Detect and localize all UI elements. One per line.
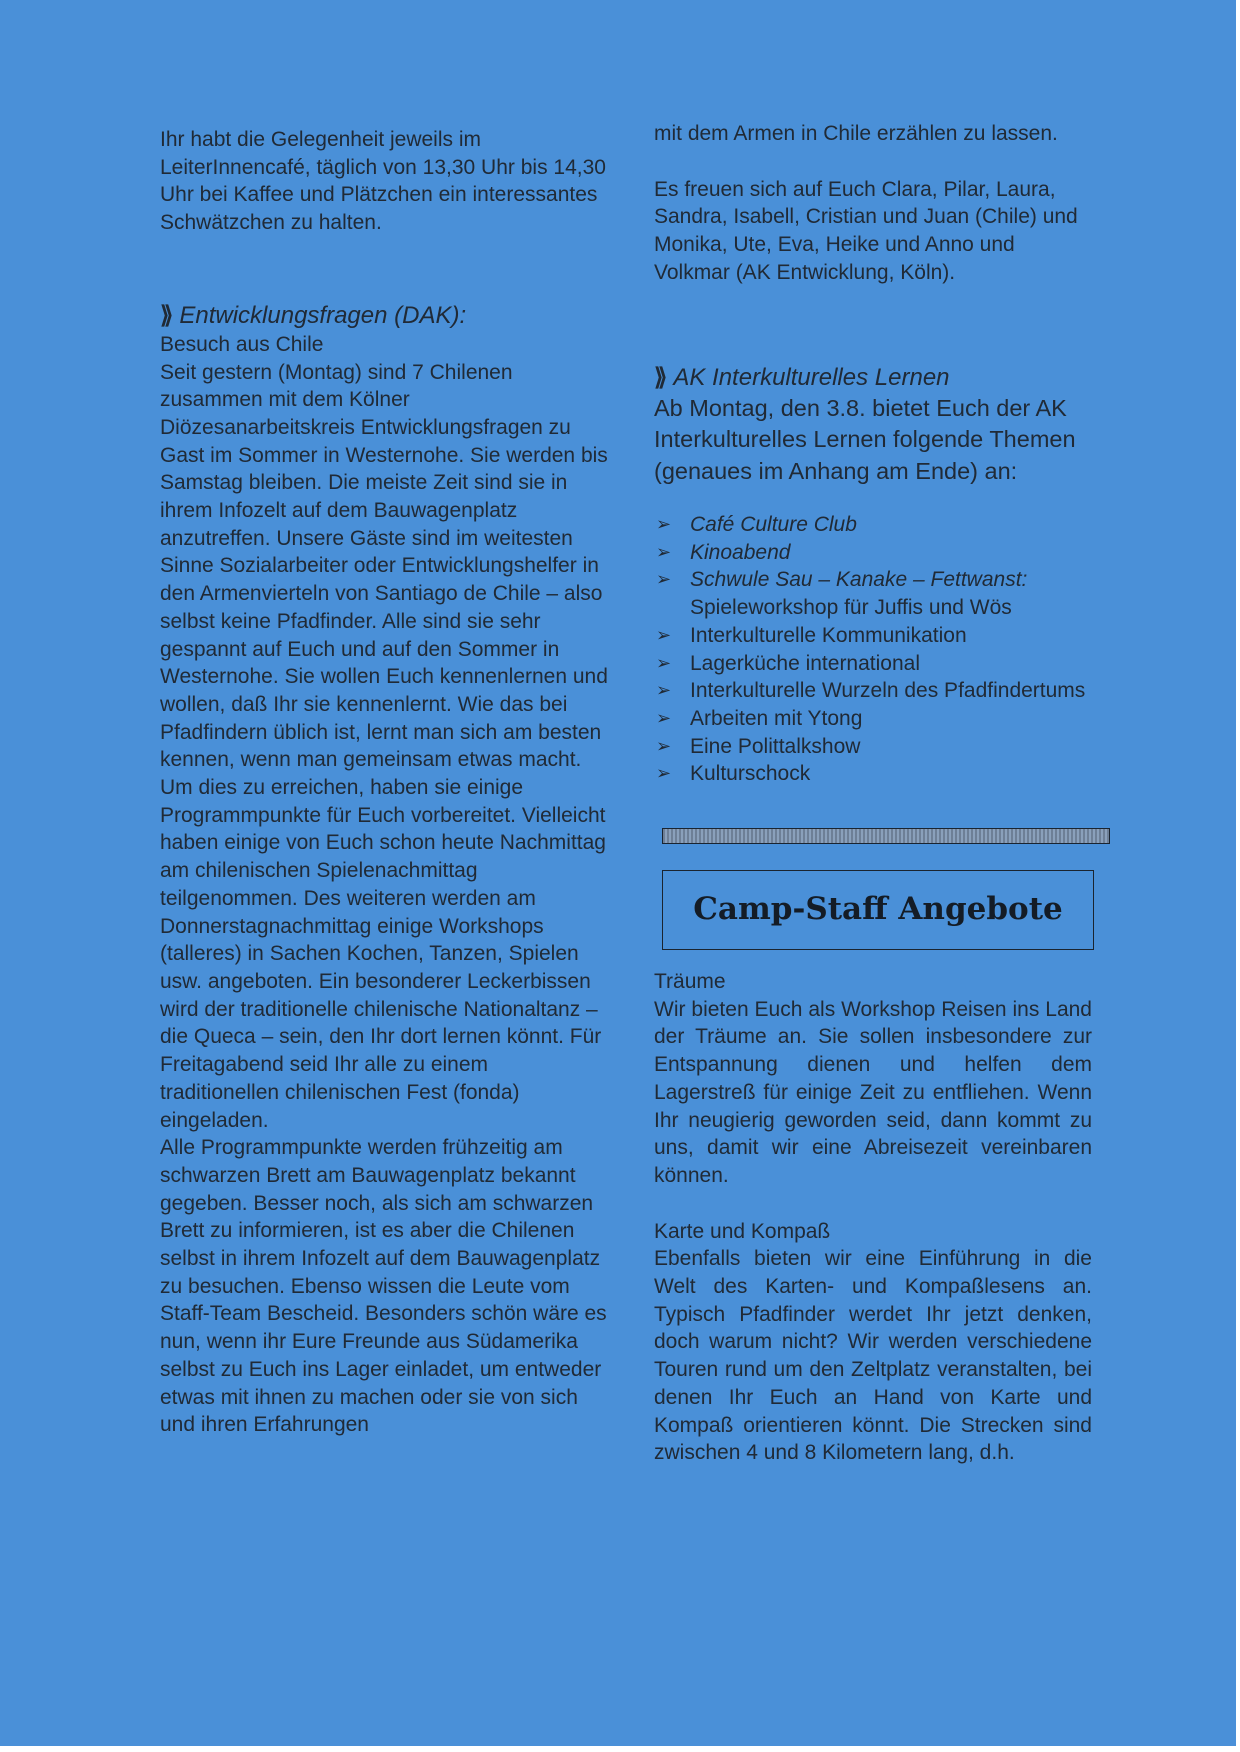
arrowhead-bullet-icon: ➢ [656,735,672,756]
list-item: ➢ Arbeiten mit Ytong [654,705,1092,733]
body-paragraph: Seit gestern (Montag) sind 7 Chilenen zusammen mit dem Kölner Diözesanarbeitskreis Entwicklungsfragen zu Gast im Sommer in Westernohe. Sie werden bis Samstag bleiben. Die meiste Zeit sind sie in ihrem Infozelt auf dem Bauwagenplatz anzutreffen. Unsere Gäste sind im weitesten Sinne Sozialarbeiter oder Entwicklungshelfer in den Armenvierteln von Santiago de Chile – also selbst keine Pfadfinder. Alle sind sie sehr gespannt auf Euch und auf den Sommer in Westernohe. Sie wollen Euch kennenlernen und wollen, daß Ihr sie kennenlernt. Wie das bei Pfadfindern üblich ist, lernt man sich am besten kennen, wenn man gemeinsam etwas macht. [160,360,608,772]
arrowhead-bullet-icon: ➢ [656,707,672,728]
continuation-paragraph: mit dem Armen in Chile erzählen zu lassen. [654,122,1058,145]
arrowhead-bullet-icon: ➢ [656,569,672,590]
lead-paragraph: Ab Montag, den 3.8. bietet Euch der AK Interkulturelles Lernen folgende Themen (genaues im Anhang am Ende) an: [654,394,1076,484]
spacer [654,287,1092,363]
body-paragraph: Um dies zu erreichen, haben sie einige Programmpunkte für Euch vorbereitet. Vielleicht haben einige von Euch schon heute Nachmittag am chilenischen Spielenachmittag teilgenommen. Des weiteren werden am Donnerstagnachmittag einige Workshops (talleres) in Sachen Kochen, Tanzen, Spielen usw. angeboten. Ein besonderer Leckerbissen wird der traditionelle chilenische Nationaltanz – die Queca – sein, den Ihr dort lernen könnt. Für Freitagabend seid Ihr alle zu einem traditionellen chilenischen Fest (fonda) eingeladen. [160,776,606,1132]
closing-paragraph: Es freuen sich auf Euch Clara, Pilar, Laura, Sandra, Isabell, Cristian und Juan (Chile) und Monika, Ute, Eva, Heike und Anno und Volkmar (AK Entwicklung, Köln). [654,177,1078,284]
double-arrow-icon: ⟫ [160,301,174,329]
list-item: ➢ Kulturschock [654,760,1092,788]
list-item: ➢ Eine Polittalkshow [654,733,1092,761]
arrowhead-bullet-icon: ➢ [656,514,672,535]
body-paragraph: Alle Programmpunkte werden frühzeitig am schwarzen Brett am Bauwagenplatz bekannt gegeben. Besser noch, als sich am schwarzen Brett zu informieren, ist es aber die Chilenen selbst in ihrem Infozelt auf dem Bauwagenplatz zu besuchen. Ebenso wissen die Leute vom Staff-Team Bescheid. Besonders schön wäre es nun, wenn ihr Eure Freunde aus Südamerika selbst zu Euch ins Lager einladet, um entweder etwas mit ihnen zu machen oder sie von sich und ihren Erfahrungen [160,1136,607,1437]
double-arrow-icon: ⟫ [654,363,668,391]
arrowhead-bullet-icon: ➢ [656,680,672,701]
list-item: ➢ Lagerküche international [654,650,1092,678]
spacer [654,487,1092,511]
list-item: ➢ Schwule Sau – Kanake – Fettwanst: Spieleworkshop für Juffis und Wös [656,568,1028,620]
boxed-title: Camp-Staff Angebote [662,870,1094,950]
left-column [160,126,610,1439]
spacer [654,950,1092,968]
arrowhead-bullet-icon: ➢ [656,541,672,562]
offer-title: Karte und Kompaß [654,1219,831,1243]
section-subtitle: Besuch aus Chile [160,332,324,356]
intro-paragraph: Ihr habt die Gelegenheit jeweils im LeiterInnencafé, täglich von 13,30 Uhr bis 14,30 Uhr bei Kaffee und Plätzchen ein interessantes Schwätzchen zu halten. [160,128,606,235]
list-item: ➢ Interkulturelle Kommunikation [654,622,1092,650]
section-title: Entwicklungsfragen (DAK): [179,301,467,329]
offer-title: Träume [654,970,726,994]
arrowhead-bullet-icon: ➢ [656,652,672,673]
hatched-divider [662,828,1110,844]
section-heading-entwicklungsfragen [160,301,610,331]
section-title: AK Interkulturelles Lernen [673,363,950,391]
spacer [654,1190,1092,1218]
list-item: ➢ Interkulturelle Wurzeln des Pfadfindertums [654,677,1092,705]
arrowhead-bullet-icon: ➢ [656,763,672,784]
topic-list [654,511,1092,788]
offer-text: Wir bieten Euch als Workshop Reisen ins Land der Träume an. Sie sollen insbesondere zur Entspannung dienen und helfen dem Lagerstreß für einige Zeit zu entfliehen. Wenn Ihr neugierig geworden seid, dann kommt zu uns, damit wir eine Abreisezeit vereinbaren können. [654,997,1092,1187]
list-item: ➢ Café Culture Club [654,511,1092,539]
spacer [654,148,1092,176]
offer-text: Ebenfalls bieten wir eine Einführung in die Welt des Karten- und Kompaßlesens an. Typisch Pfadfinder werdet Ihr jetzt denken, doch warum nicht? Wir werden verschiedene Touren rund um den Zeltplatz veranstalten, bei denen Ihr Euch an Hand von Karte und Kompaß orientieren könnt. Die Strecken sind zwischen 4 und 8 Kilometern lang, d.h. [654,1247,1092,1465]
arrowhead-bullet-icon: ➢ [656,624,672,645]
right-column [654,120,1092,1467]
list-item: ➢ Kinoabend [654,539,1092,567]
spacer [160,237,610,301]
section-heading-interkulturell [654,363,1092,393]
